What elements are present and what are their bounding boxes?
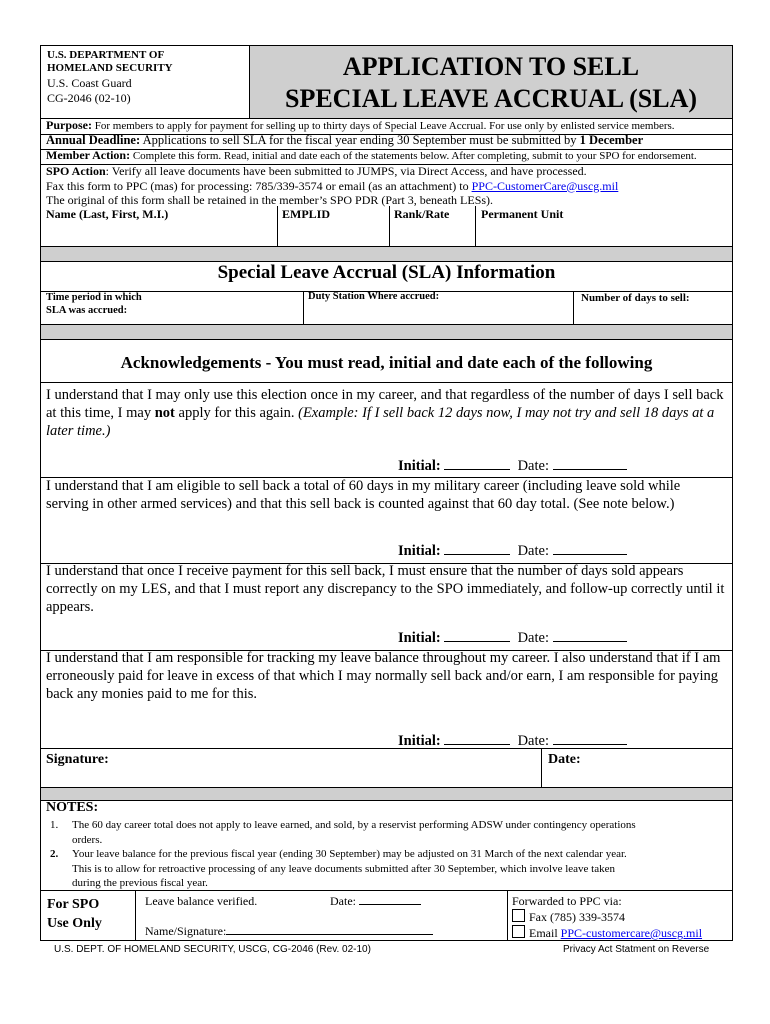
note-1 <box>46 818 730 847</box>
note-1-number: 1. <box>50 819 59 831</box>
ack-item-1 <box>46 386 726 440</box>
spo-use-label-1: For SPO <box>47 897 100 912</box>
note-1-line-1: The 60 day career total does not apply to leave earned, and sold, by a reservist performing ADSW under contingency operations <box>72 819 636 831</box>
signature-field[interactable]: Signature: <box>46 752 109 767</box>
member-action-row <box>46 148 697 164</box>
name-field-label[interactable]: Name (Last, First, M.I.) <box>46 207 169 221</box>
purpose-text: For members to apply for payment for selling up to thirty days of Special Leave Accrual. For use only by enlisted service members. <box>94 120 675 132</box>
purpose-row <box>46 118 675 134</box>
spo-action-block <box>46 164 618 208</box>
member-action-label: Member Action: <box>46 148 131 162</box>
dept-name <box>47 49 173 75</box>
purpose-label: Purpose: <box>46 118 92 132</box>
dept-line-1: U.S. DEPARTMENT OF <box>47 49 165 61</box>
spo-action-line-2: Fax this form to PPC (mas) for processing: 785/339-3574 or email (as an attachment) to <box>46 178 469 193</box>
footer-privacy-note: Privacy Act Statment on Reverse <box>563 944 710 955</box>
deadline-text: Applications to sell SLA for the fiscal year ending 30 September must be submitted by <box>142 133 577 147</box>
initial-label: Initial: <box>398 733 441 749</box>
notes-list <box>46 818 730 891</box>
notes-heading: NOTES: <box>46 800 99 815</box>
footer-form-id: U.S. DEPT. OF HOMELAND SECURITY, USCG, CG-2046 (Rev. 02-10) <box>54 944 371 955</box>
sla-info-heading: Special Leave Accrual (SLA) Information <box>217 262 556 283</box>
rank-field-label[interactable]: Rank/Rate <box>394 207 450 221</box>
spo-action-line-3: The original of this form shall be retained in the member’s SPO PDR (Part 3, beneath LESs). <box>46 193 494 207</box>
name-signature-field[interactable] <box>145 924 433 939</box>
spo-action-label: SPO Action <box>46 164 106 178</box>
ack-item-3-initial-date[interactable] <box>398 629 627 647</box>
deadline-date: 1 December <box>579 133 644 147</box>
email-option[interactable] <box>512 925 702 941</box>
initial-label: Initial: <box>398 630 441 646</box>
ack-item-1-text-b: apply for this again. <box>174 405 299 421</box>
acknowledgements-heading <box>40 353 733 373</box>
ack-item-4: I understand that I am responsible for tracking my leave balance throughout my career. I also understand that if I am erroneously paid for leave in excess of that which I may normally sell back and/or earn, I am responsible for paying back any monies paid to me for this. <box>46 650 721 702</box>
spo-use-only-label <box>47 895 102 933</box>
unit-field-label[interactable]: Permanent Unit <box>481 207 564 221</box>
ack-item-1-example: (Example: If I sell back 12 days now, I may not try and sell 18 days at a later time.) <box>46 405 715 439</box>
spo-date-field[interactable] <box>330 894 421 909</box>
time-period-field[interactable] <box>46 291 142 317</box>
fax-label: Fax (785) 339-3574 <box>529 910 625 924</box>
duty-station-field[interactable]: Duty Station Where accrued: <box>308 291 440 302</box>
spo-action-line-1: : Verify all leave documents have been submitted to JUMPS, via Direct Access, and have processed. <box>105 164 587 178</box>
deadline-label: Annual Deadline: <box>46 133 141 147</box>
spo-use-label-2: Use Only <box>47 916 102 931</box>
note-2-line-1: Your leave balance for the previous fiscal year (ending 30 September) may be adjusted on 31 March of the next calendar year. <box>72 848 627 860</box>
form-title-line-2: SPECIAL LEAVE ACCRUAL (SLA) <box>284 84 697 113</box>
name-signature-label: Name/Signature: <box>145 924 227 938</box>
member-action-text: Complete this form. Read, initial and date each of the statements below. After completing, submit to your SPO for endorsement. <box>132 150 697 162</box>
initial-label: Initial: <box>398 458 441 474</box>
deadline-row <box>46 133 643 148</box>
signature-date-field[interactable]: Date: <box>548 752 581 767</box>
fax-checkbox[interactable] <box>512 909 525 922</box>
note-2 <box>46 847 730 891</box>
form-title-line-1: APPLICATION TO SELL <box>342 52 640 81</box>
ack-item-1-not: not <box>154 405 175 421</box>
ack-item-2-initial-date[interactable] <box>398 542 627 560</box>
ack-heading-b: You must read, initial and date each of the following <box>274 353 653 372</box>
ack-item-1-text-a: I understand that I may only use this election once in my career, and that regardless of the number of days I sell back at this time, I may <box>46 387 724 421</box>
agency-name: U.S. Coast Guard <box>47 76 132 90</box>
emplid-field-label[interactable]: EMPLID <box>282 207 330 221</box>
date-label: Date: <box>517 630 549 646</box>
ack-heading-a: Acknowledgements - <box>120 353 275 372</box>
ack-item-3: I understand that once I receive payment for this sell back, I must ensure that the number of days sold appears correctly on my LES, and that I must report any discrepancy to the SPO immediately, and follow-up correctly until it appears. <box>46 563 725 615</box>
time-period-label-1: Time period in which <box>46 292 142 303</box>
spo-date-label: Date: <box>330 894 356 908</box>
ppc-email-link[interactable]: PPC-CustomerCare@uscg.mil <box>471 178 619 193</box>
dept-line-2: HOMELAND SECURITY <box>47 62 173 74</box>
note-1-line-2: orders. <box>72 833 103 846</box>
leave-balance-verified-field[interactable]: Leave balance verified. <box>145 894 258 908</box>
ack-item-4-initial-date[interactable] <box>398 732 627 750</box>
forwarded-label: Forwarded to PPC via: <box>512 894 622 908</box>
initial-label: Initial: <box>398 543 441 559</box>
days-to-sell-field[interactable]: Number of days to sell: <box>581 292 690 304</box>
fax-option[interactable] <box>512 909 702 925</box>
email-label: Email <box>529 926 558 940</box>
ack-item-2: I understand that I am eligible to sell back a total of 60 days in my military career (including leave sold while serving in other armed services) and that this sell back is counted against that 60 day total. (See note below.) <box>46 478 681 512</box>
date-label: Date: <box>517 458 549 474</box>
date-label: Date: <box>517 543 549 559</box>
forwarded-block <box>512 894 702 941</box>
spo-email-link[interactable]: PPC-customercare@uscg.mil <box>560 926 703 940</box>
note-2-line-2: This is to allow for retroactive processing of any leave documents submitted after 30 September, which involve leave taken <box>72 862 615 875</box>
email-checkbox[interactable] <box>512 925 525 938</box>
ack-item-1-initial-date[interactable] <box>398 457 627 475</box>
note-2-number: 2. <box>50 848 59 860</box>
form-number: CG-2046 (02-10) <box>47 91 131 105</box>
time-period-label-2: SLA was accrued: <box>46 305 128 316</box>
note-2-line-3: during the previous fiscal year. <box>72 877 208 889</box>
date-label: Date: <box>517 733 549 749</box>
